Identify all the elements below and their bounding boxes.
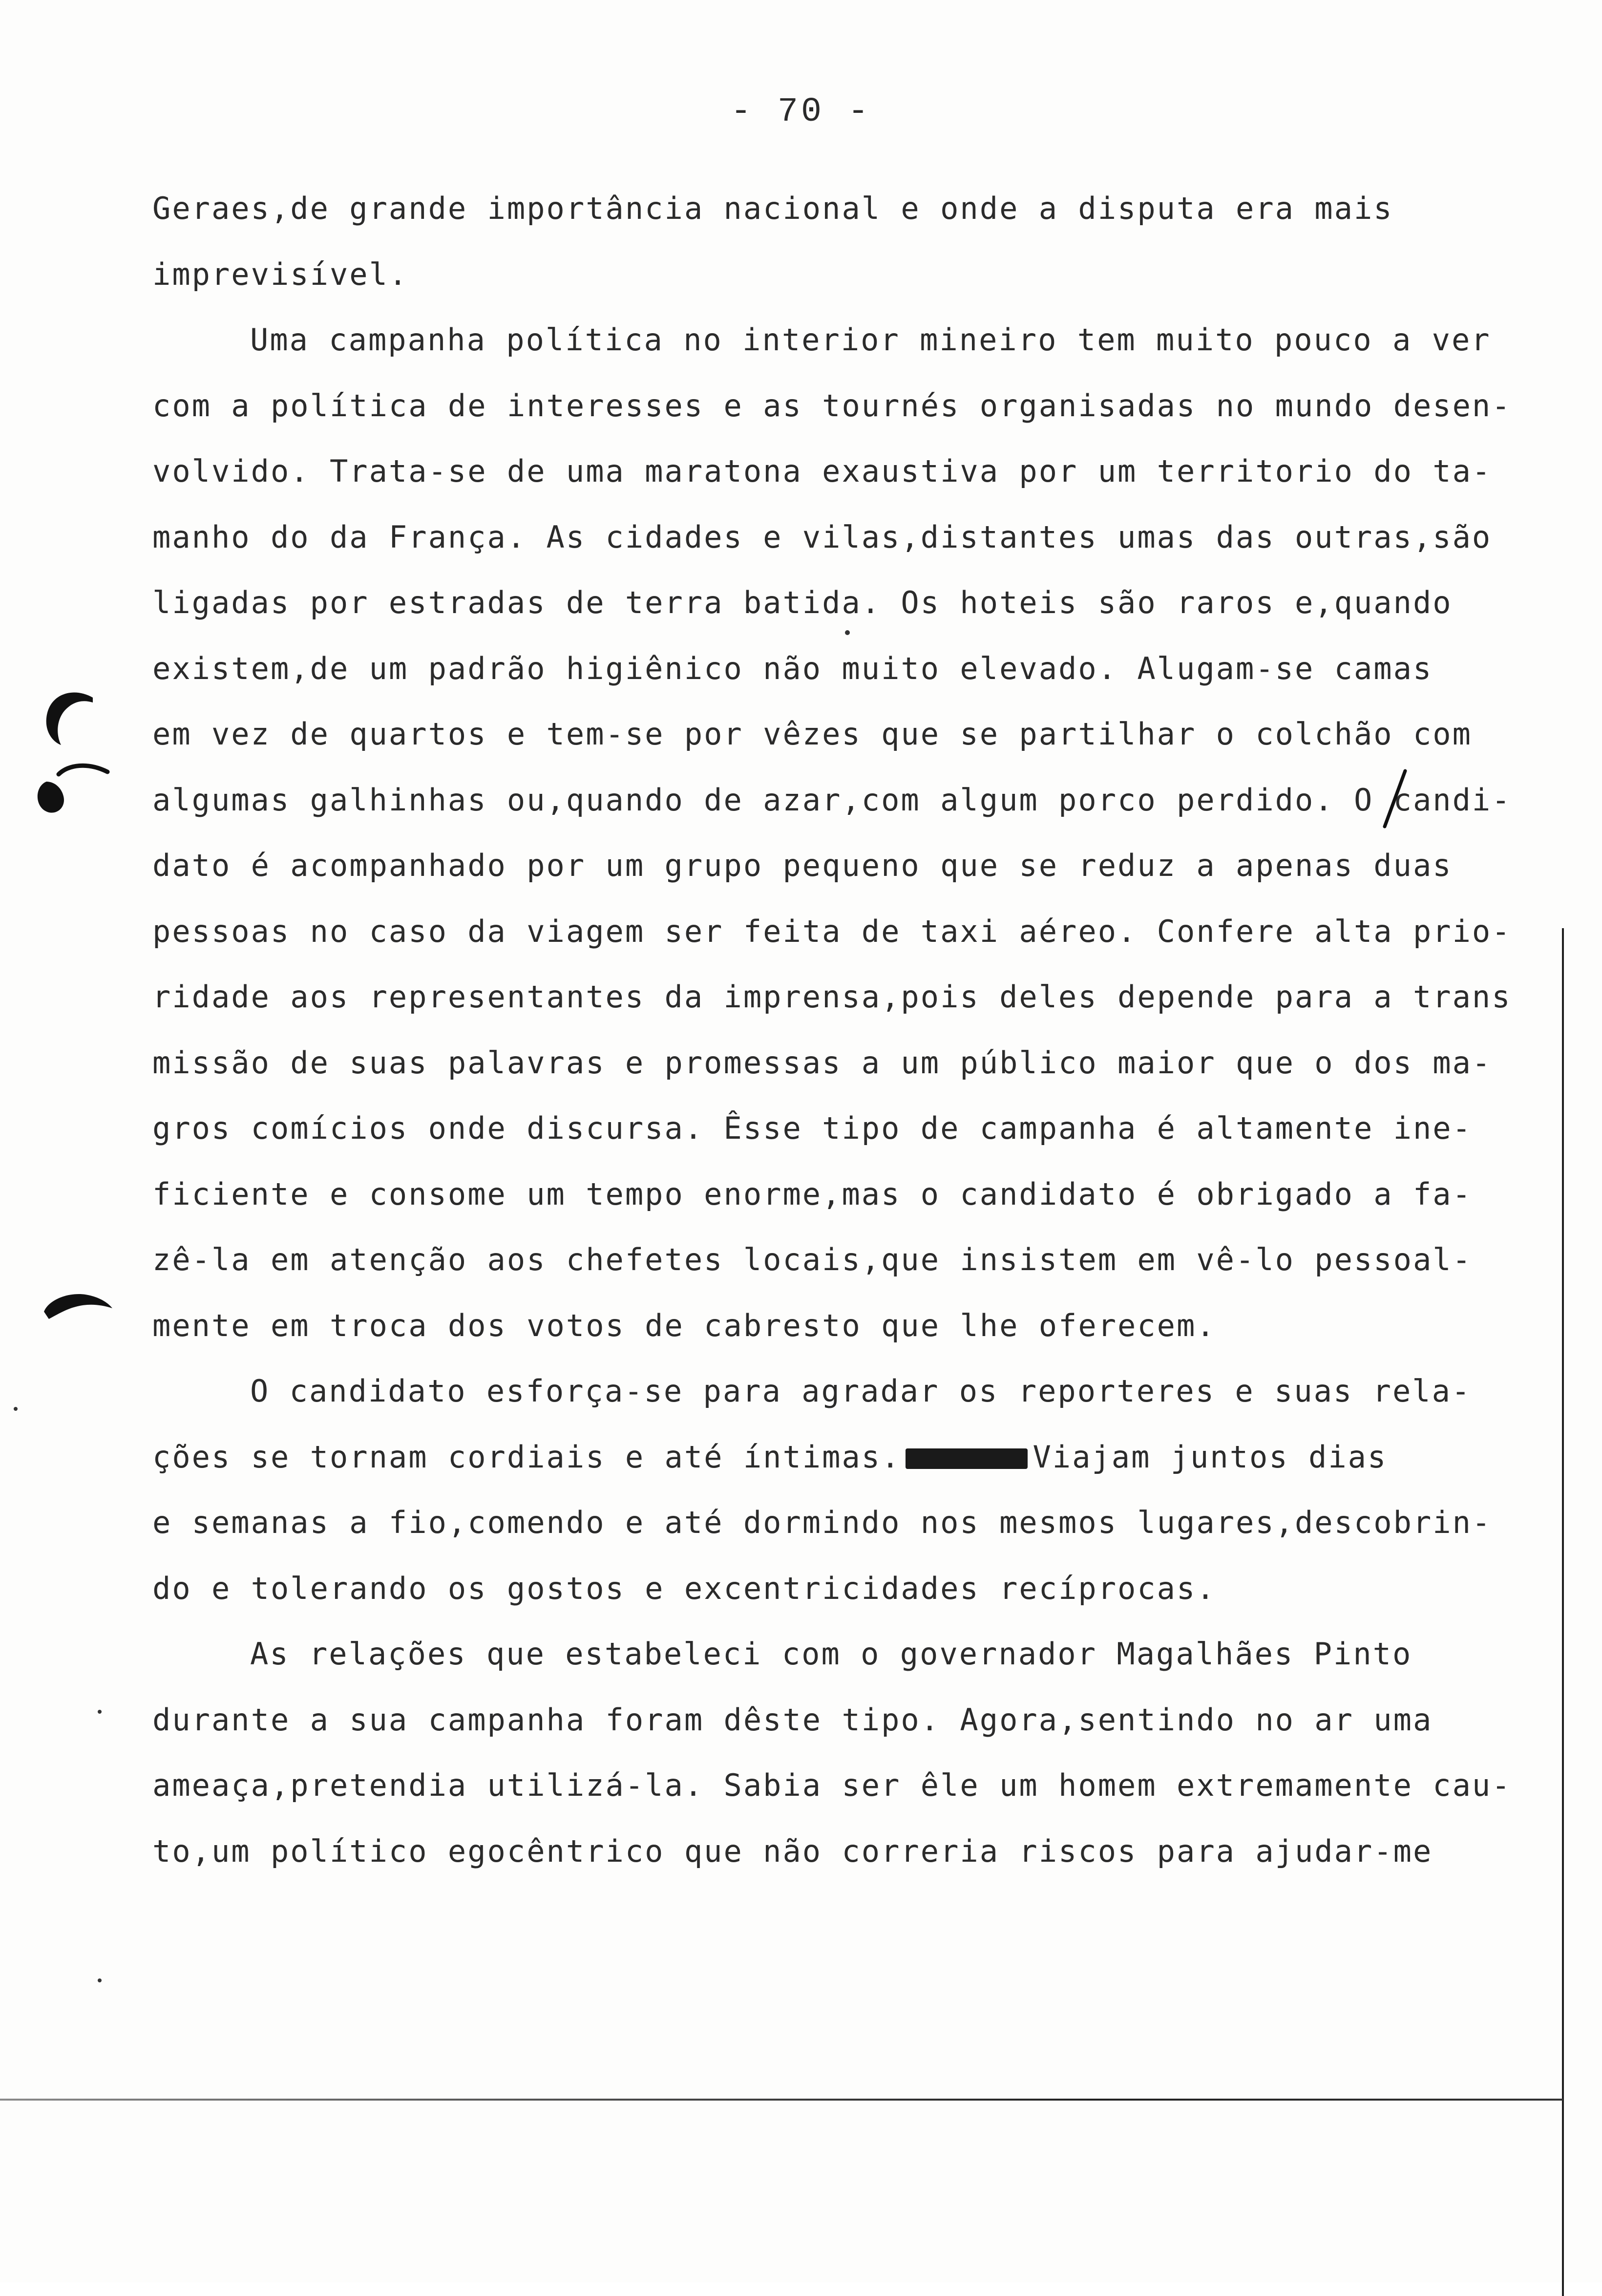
text-line: As relações que estabeleci com o governador Magalhães Pinto: [250, 1636, 1412, 1672]
text-line: ridade aos representantes da imprensa,pois deles depende para a trans: [152, 979, 1512, 1015]
text-line: volvido. Trata-se de uma maratona exaustiva por um territorio do ta-: [152, 453, 1492, 489]
text-line: O candidato esforça-se para agradar os reporteres e suas rela-: [250, 1373, 1472, 1409]
page-number: - 70 -: [730, 93, 872, 131]
speck: [98, 1978, 102, 1982]
text-segment: Viajam juntos dias: [1033, 1439, 1388, 1475]
pen-correction-icon: [1375, 767, 1414, 830]
text-line: ligadas por estradas de terra batida. Os hoteis são raros e,quando: [152, 585, 1453, 620]
text-line: ficiente e consome um tempo enorme,mas o candidato é obrigado a fa-: [152, 1176, 1472, 1212]
text-line: existem,de um padrão higiênico não muito elevado. Alugam-se camas: [152, 650, 1433, 686]
text-line: ameaça,pretendia utilizá-la. Sabia ser êle um homem extremamente cau-: [152, 1767, 1512, 1803]
text-line: gros comícios onde discursa. Êsse tipo de campanha é altamente ine-: [152, 1110, 1472, 1146]
text-line: imprevisível.: [152, 256, 409, 292]
text-line: zê-la em atenção aos chefetes locais,que insistem em vê-lo pessoal-: [152, 1242, 1472, 1277]
speck: [98, 1710, 102, 1714]
text-line: Geraes,de grande importância nacional e onde a disputa era mais: [152, 191, 1393, 226]
text-line: e semanas a fio,comendo e até dormindo nos mesmos lugares,descobrin-: [152, 1505, 1492, 1540]
speck: [845, 630, 850, 635]
text-line: durante a sua campanha foram dêste tipo. Agora,sentindo no ar uma: [152, 1701, 1433, 1738]
text-line: manho do da França. As cidades e vilas,distantes umas das outras,são: [152, 519, 1492, 555]
right-edge-rule: [1562, 928, 1564, 2296]
text-line: missão de suas palavras e promessas a um público maior que o dos ma-: [152, 1044, 1492, 1081]
text-line: Uma campanha política no interior mineiro tem muito pouco a ver: [250, 322, 1491, 358]
bottom-edge-rule: [0, 2099, 1563, 2101]
body-text: [152, 176, 1549, 1884]
text-line-with-redaction: [152, 1424, 1549, 1490]
text-line: mente em troca dos votos de cabresto que lhe oferecem.: [152, 1307, 1216, 1343]
text-line: do e tolerando os gostos e excentricidades recíprocas.: [152, 1570, 1216, 1606]
text-segment: ções se tornam cordiais e até íntimas.: [152, 1439, 901, 1475]
redaction-mark: [906, 1448, 1028, 1469]
text-line: com a política de interesses e as tournés organisadas no mundo desen-: [152, 387, 1512, 424]
text-line: to,um político egocêntrico que não correria riscos para ajudar-me: [152, 1833, 1433, 1869]
text-line: pessoas no caso da viagem ser feita de taxi aéreo. Confere alta prio-: [152, 913, 1512, 949]
text-line: em vez de quartos e tem-se por vêzes que se partilhar o colchão com: [152, 716, 1472, 752]
text-line: algumas galhinhas ou,quando de azar,com algum porco perdido. O candi-: [152, 782, 1512, 818]
margin-mark-icon: [34, 684, 103, 752]
margin-mark-icon: [29, 755, 112, 828]
text-line: dato é acompanhado por um grupo pequeno que se reduz a apenas duas: [152, 848, 1453, 883]
speck: [14, 1407, 18, 1411]
margin-mark-icon: [39, 1285, 117, 1324]
